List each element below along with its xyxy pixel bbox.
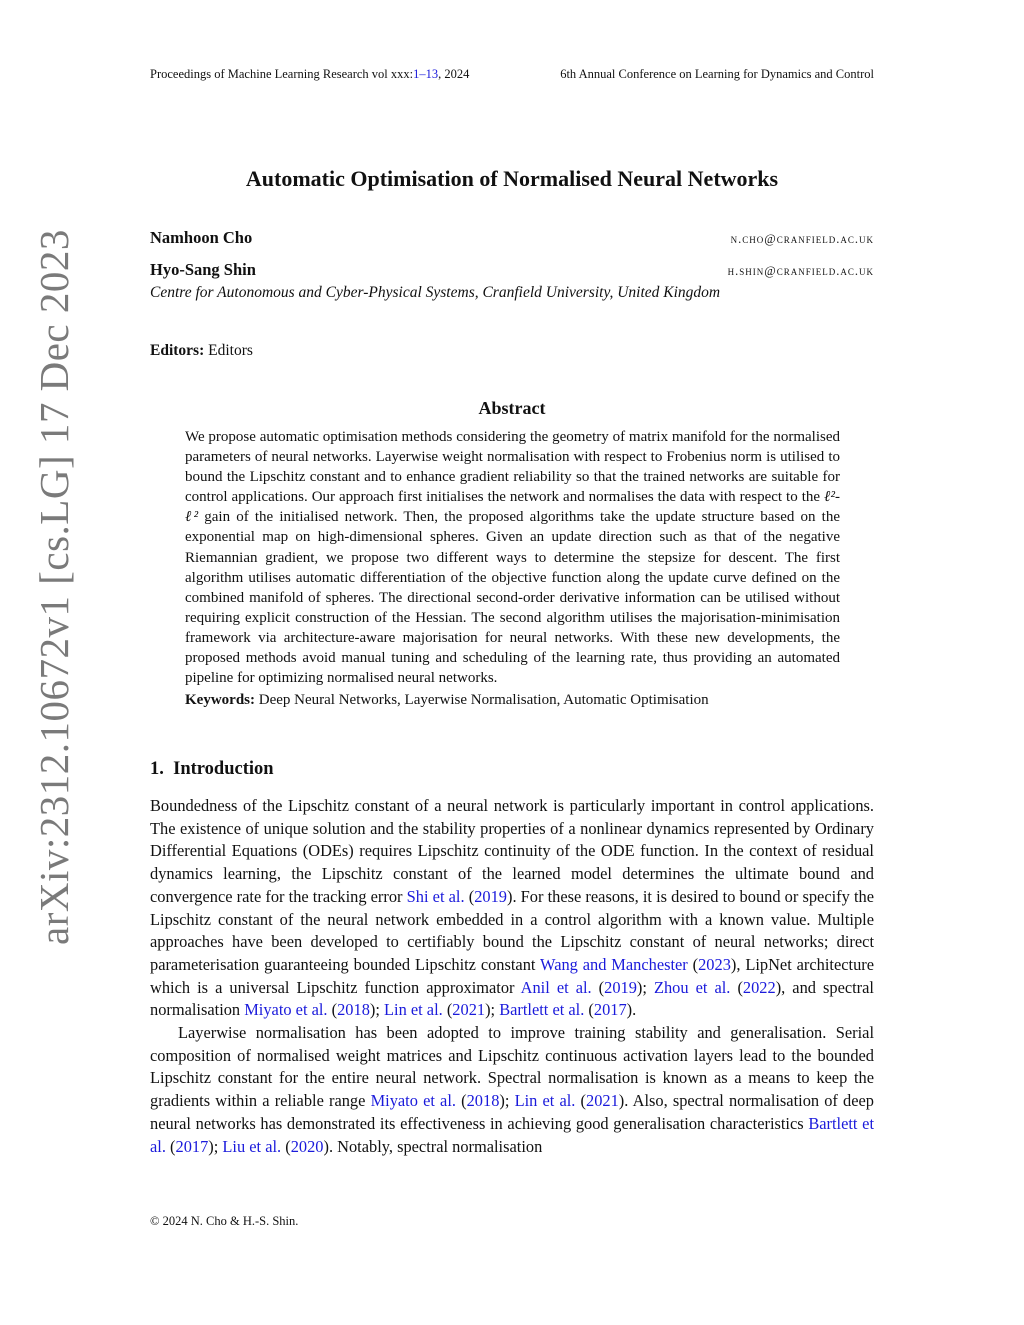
citation-year-link[interactable]: 2023 (698, 954, 731, 974)
introduction-body (150, 795, 874, 1158)
citation-link[interactable]: Anil et al. (520, 977, 592, 997)
author-row (150, 260, 874, 280)
editors-line: Editors: Editors (150, 342, 253, 359)
paragraph: Layerwise normalisation has been adopted to improve training stability and generalisation. Serial composition of normalised weight matrices and Lipschitz continuous activation layers lead to the bounded Lipschitz constant for the entire neural network. Spectral normalisation is known as a means to keep the gradients within a reliable range Miyato et al. (2018); Lin et al. (2021). Also, spectral normalisation of deep neural networks has demonstrated its effectiveness in achieving good generalisation characteristics Bartlett et al. (2017); Liu et al. (2020). Notably, spectral normalisation (150, 1023, 874, 1156)
citation-year-link[interactable]: 2019 (474, 886, 507, 906)
proceedings-info: Proceedings of Machine Learning Research vol xxx:1–13, 2024 (150, 67, 470, 81)
arxiv-stamp: arXiv:2312.10672v1 [cs.LG] 17 Dec 2023 (31, 229, 77, 945)
page-range-link[interactable]: 1–13 (413, 67, 439, 81)
citation-year-link[interactable]: 2018 (466, 1091, 500, 1111)
citation-link[interactable]: Lin et al. (384, 1000, 443, 1020)
citation-link[interactable]: Zhou et al. (653, 977, 731, 997)
citation-year-link[interactable]: 2021 (452, 1000, 486, 1020)
citation-link[interactable]: Bartlett et al. (150, 1113, 874, 1156)
citation-year-link[interactable]: 2017 (175, 1136, 209, 1156)
paragraph: Boundedness of the Lipschitz constant of a neural network is particularly important in control applications. The existence of unique solution and the stability properties of a nonlinear dynamics represented by Ordinary Differential Equations (ODEs) requires Lipschitz continuity of the ODE function. In the context of residual dynamics learning, the Lipschitz constant of the learned model determines the ultimate bound and convergence rate for the tracking error Shi et al. (2019). For these reasons, it is desired to bound or specify the Lipschitz constant of the neural network embedded in a control algorithm with a known value. Multiple approaches have been developed to certifiably bound the Lipschitz constant of neural networks; direct parameterisation guaranteeing bounded Lipschitz constant Wang and Manchester (2023), LipNet architecture which is a universal Lipschitz function approximator Anil et al. (2019); Zhou et al. (2022), and spectral normalisation Miyato et al. (2018); Lin et al. (2021); Bartlett et al. (2017). (150, 796, 874, 1020)
author-name: Namhoon Cho (150, 228, 253, 247)
citation-link[interactable]: Miyato et al. (370, 1091, 456, 1111)
affiliation: Centre for Autonomous and Cyber-Physical Systems, Cranfield University, United Kingdom (150, 284, 721, 301)
abstract-heading: Abstract (478, 398, 546, 418)
citation-year-link[interactable]: 2022 (742, 977, 776, 997)
abstract-body: We propose automatic optimisation methods considering the geometry of matrix manifold for the normalised parameters of neural networks. Layerwise weight normalisation with respect to Frobenius norm is utilised to bound the Lipschitz constant and to enhance gradient reliability so that the trained networks are suitable for control applications. Our approach first initialises the network and normalises the data with respect to the ℓ²-ℓ² gain of the initialised network. Then, the proposed algorithms take the update structure based on the exponential map on high-dimensional spheres. Given an update direction such as that of the negative Riemannian gradient, we propose two different ways to determine the stepsize for descent. The first algorithm utilises automatic differentiation of the objective function along the update curve defined on the combined manifold of spheres. The directional second-order derivative information can be utilised without requiring explicit construction of the Hessian. The second algorithm utilises the majorisation-minimisation framework via architecture-aware majorisation for neural networks. With these new developments, the proposed methods avoid manual tuning and scheduling of the learning rate, thus providing an automated pipeline for optimizing normalised neural networks. Keywords: Deep Neural Networks, Layerwise Normalisation, Automatic Optimisation (185, 427, 840, 710)
author-name: Hyo-Sang Shin (150, 260, 256, 279)
copyright-footer: © 2024 N. Cho & H.-S. Shin. (150, 1214, 299, 1228)
citation-year-link[interactable]: 2018 (337, 1000, 370, 1020)
citation-link[interactable]: Wang and Manchester (540, 954, 688, 974)
author-email: n.cho@cranfield.ac.uk (730, 232, 874, 246)
running-header (150, 67, 874, 82)
citation-year-link[interactable]: 2017 (593, 1000, 627, 1020)
citation-link[interactable]: Miyato et al. (244, 1000, 328, 1020)
conference-name: 6th Annual Conference on Learning for Dynamics and Control (560, 67, 874, 81)
citation-link[interactable]: Bartlett et al. (499, 1000, 585, 1020)
keywords: Keywords: Deep Neural Networks, Layerwise Normalisation, Automatic Optimisation (185, 692, 709, 709)
citation-year-link[interactable]: 2019 (604, 977, 637, 997)
citation-link[interactable]: Liu et al. (222, 1136, 282, 1156)
citation-year-link[interactable]: 2020 (290, 1136, 324, 1156)
math-gain: ℓ²-ℓ² (185, 489, 840, 526)
citation-link[interactable]: Lin et al. (514, 1091, 576, 1111)
citation-year-link[interactable]: 2021 (586, 1091, 619, 1111)
section-heading: 1. Introduction (150, 759, 274, 779)
author-email: h.shin@cranfield.ac.uk (727, 264, 874, 278)
paper-title: Automatic Optimisation of Normalised Neural Networks (245, 166, 779, 191)
author-row (150, 228, 874, 248)
citation-link[interactable]: Shi et al. (406, 886, 465, 906)
